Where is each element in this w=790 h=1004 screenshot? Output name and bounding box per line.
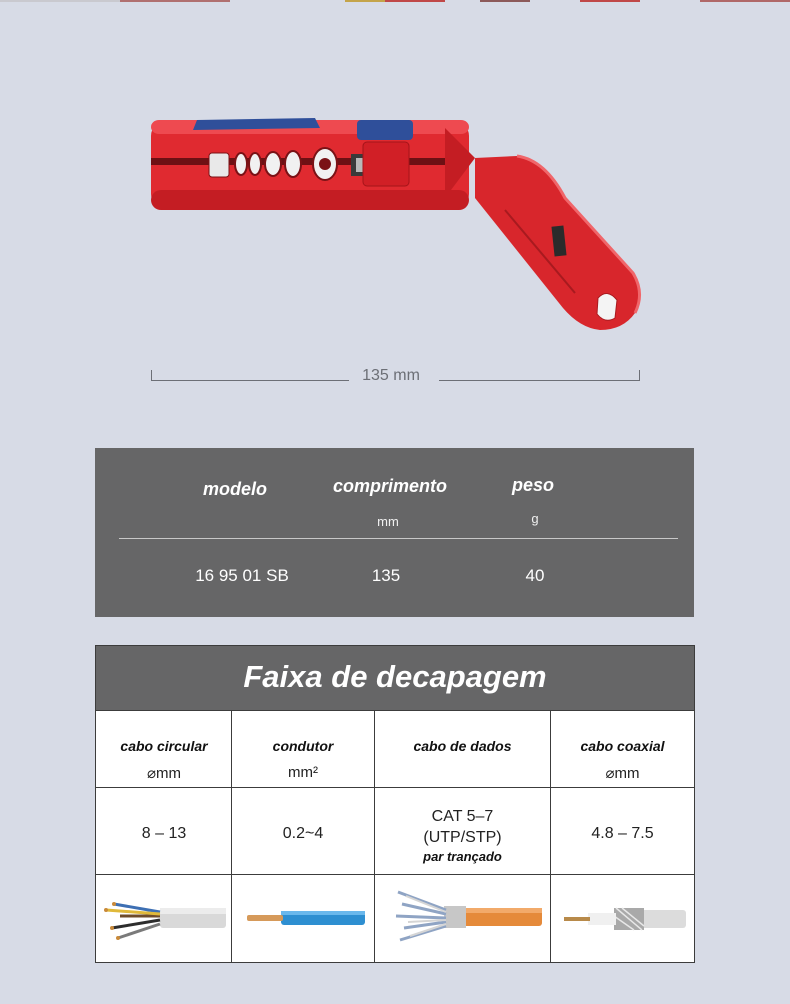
value-conductor: 0.2~4	[282, 825, 324, 842]
diameter-icon: ⌀	[605, 765, 615, 782]
top-color-strip	[0, 0, 790, 2]
value-round-cable: 8 – 13	[141, 825, 187, 842]
round-cable-icon	[102, 878, 226, 958]
spec-header-weight: peso	[511, 475, 554, 495]
spec-header-model: modelo	[202, 479, 267, 499]
diameter-icon: ⌀	[146, 765, 157, 782]
dimension-tick-right	[639, 370, 640, 381]
spec-unit-length: mm	[377, 514, 399, 529]
column-header-round-cable: cabo circular	[120, 738, 208, 754]
dimension-label: 135 mm	[362, 367, 420, 384]
column-unit-round-cable: ⌀mm	[146, 765, 182, 782]
product-image	[145, 98, 645, 338]
data-cable-icon	[382, 878, 544, 958]
spec-separator	[119, 538, 678, 539]
column-header-coaxial: cabo coaxial	[580, 738, 665, 754]
spec-value-length: 135	[371, 566, 401, 585]
stripping-range-table	[95, 645, 695, 963]
row-divider	[96, 787, 694, 788]
length-dimension	[151, 366, 640, 386]
column-header-conductor: condutor	[272, 738, 334, 754]
cable-stripper-tool-icon	[145, 98, 645, 338]
spec-unit-weight: g	[531, 511, 539, 526]
note-data-cable: par trançado	[423, 849, 502, 864]
value-coaxial: 4.8 – 7.5	[591, 825, 654, 842]
spec-table	[95, 448, 694, 617]
row-divider	[96, 874, 694, 875]
column-unit-conductor: mm²	[288, 764, 318, 781]
value-data-cable: CAT 5–7	[431, 808, 494, 825]
spec-header-length: comprimento	[332, 476, 447, 496]
spec-value-weight: 40	[525, 566, 545, 585]
column-header-data-cable: cabo de dados	[413, 738, 512, 754]
dimension-line-right	[439, 380, 640, 381]
spec-value-model: 16 95 01 SB	[195, 566, 289, 585]
stripping-title: Faixa de decapagem	[96, 646, 694, 711]
value-data-cable-type: (UTP/STP)	[423, 829, 502, 846]
column-unit-coaxial: ⌀mm	[605, 765, 640, 782]
coaxial-cable-icon	[558, 878, 688, 958]
conductor-wire-icon	[237, 878, 369, 958]
dimension-line-left	[151, 380, 349, 381]
